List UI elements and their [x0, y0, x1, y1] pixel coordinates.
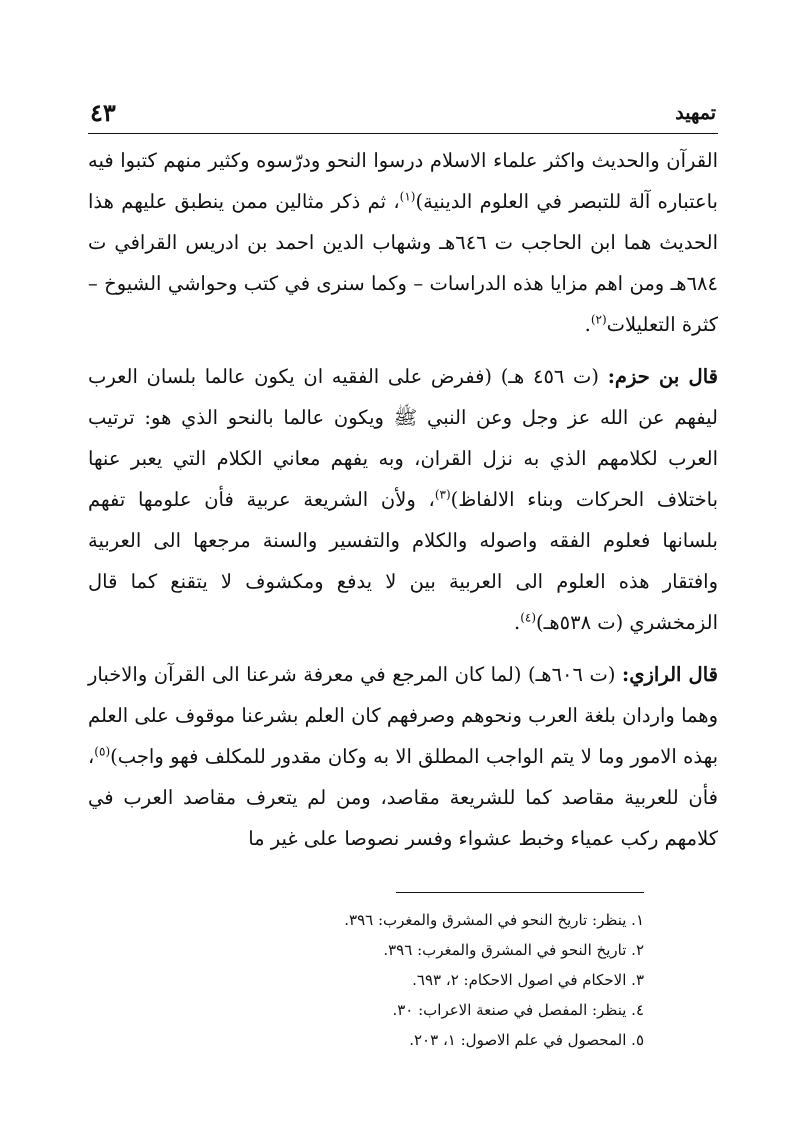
- footnote-item: ٤. ينظر: المفصل في صنعة الاعراب: ٣٠.: [392, 1001, 644, 1019]
- page-number: ٤٣: [90, 98, 116, 127]
- footnote-item: ٥. المحصول في علم الاصول: ١، ٢٠٣.: [409, 1031, 644, 1049]
- paragraph: [88, 356, 718, 643]
- running-head: تمهيد: [675, 102, 716, 124]
- paragraph-text: ، ولأن الشريعة عربية فأن علومها تفهم بلسانها فعلوم الفقه واصوله والكلام والتفسير والسنة مرجعها الى العربية وافتقار هذه العلوم الى العربية بين لا يدفع ومكشوف لا يتقنع كما قال الزمخشري (ت ٥٣٨هـ): [88, 488, 718, 634]
- footnote-item: ٣. الاحكام في اصول الاحكام: ٢، ٦٩٣.: [412, 971, 644, 989]
- footnote-ref: (١): [399, 189, 416, 204]
- paragraph-text: (ت ٦٠٦هـ) (لما كان المرجع في معرفة شرعنا الى القرآن والاخبار وهما واردان بلغة العرب ونحوهم وصرفهم كان العلم بشرعنا موقوف على العلم بهذه الامور وما لا يتم الواجب المطلق الا به وكان مقدور للمكلف فهو واجب): [88, 663, 718, 768]
- footnote-item: ١. ينظر: تاريخ النحو في المشرق والمغرب: ٣٩٦.: [344, 911, 644, 929]
- paragraph-lead: قال الرازي:: [622, 663, 718, 686]
- paragraph-lead: قال بن حزم:: [607, 365, 718, 388]
- paragraph: [88, 654, 718, 859]
- paragraph-text: ، ثم ذكر مثالين ممن ينطبق عليهم هذا الحديث هما ابن الحاجب ت ٦٤٦هـ وشهاب الدين احمد بن ادريس القرافي ت ٦٨٤هـ ومن اهم مزايا هذه الدراسات – وكما سنرى في كتب وحواشي الشيوخ – كثرة التعليلات: [88, 190, 718, 336]
- header-rule: [88, 133, 718, 134]
- paragraph: [88, 140, 718, 345]
- page-header: [90, 96, 716, 136]
- footnote-item: ٢. تاريخ النحو في المشرق والمغرب: ٣٩٦.: [383, 941, 644, 959]
- footnote-ref: (٥): [94, 744, 111, 759]
- paragraph-text: .: [514, 611, 521, 634]
- footnote-rule: [396, 892, 644, 893]
- paragraph-text: .: [584, 313, 591, 336]
- footnote-ref: (٣): [434, 487, 451, 502]
- paragraph-text: ، فأن للعربية مقاصد كما للشريعة مقاصد، ومن لم يتعرف مقاصد العرب في كلامهم ركب عمياء وخبط عشواء وفسر نصوصا على غير ما: [88, 745, 718, 850]
- footnotes: [150, 905, 644, 1055]
- footnote-ref: (٤): [520, 610, 537, 625]
- paragraph-text: القرآن والحديث واكثر علماء الاسلام درسوا النحو ودرّسوه وكثير منهم كتبوا فيه باعتباره آلة للتبصر في العلوم الدينية): [88, 149, 718, 213]
- paragraph-text: (ت ٤٥٦ هـ) (ففرض على الفقيه ان يكون عالما بلسان العرب ليفهم عن الله عز وجل وعن النبي ﷺ ويكون عالما بالنحو الذي هو: ترتيب العرب لكلامهم الذي به نزل القران، وبه يفهم معاني الكلام التي يعبر عنها باختلاف الحركات وبناء الالفاظ): [88, 365, 719, 511]
- body-text: [88, 140, 718, 859]
- footnote-ref: (٢): [590, 312, 607, 327]
